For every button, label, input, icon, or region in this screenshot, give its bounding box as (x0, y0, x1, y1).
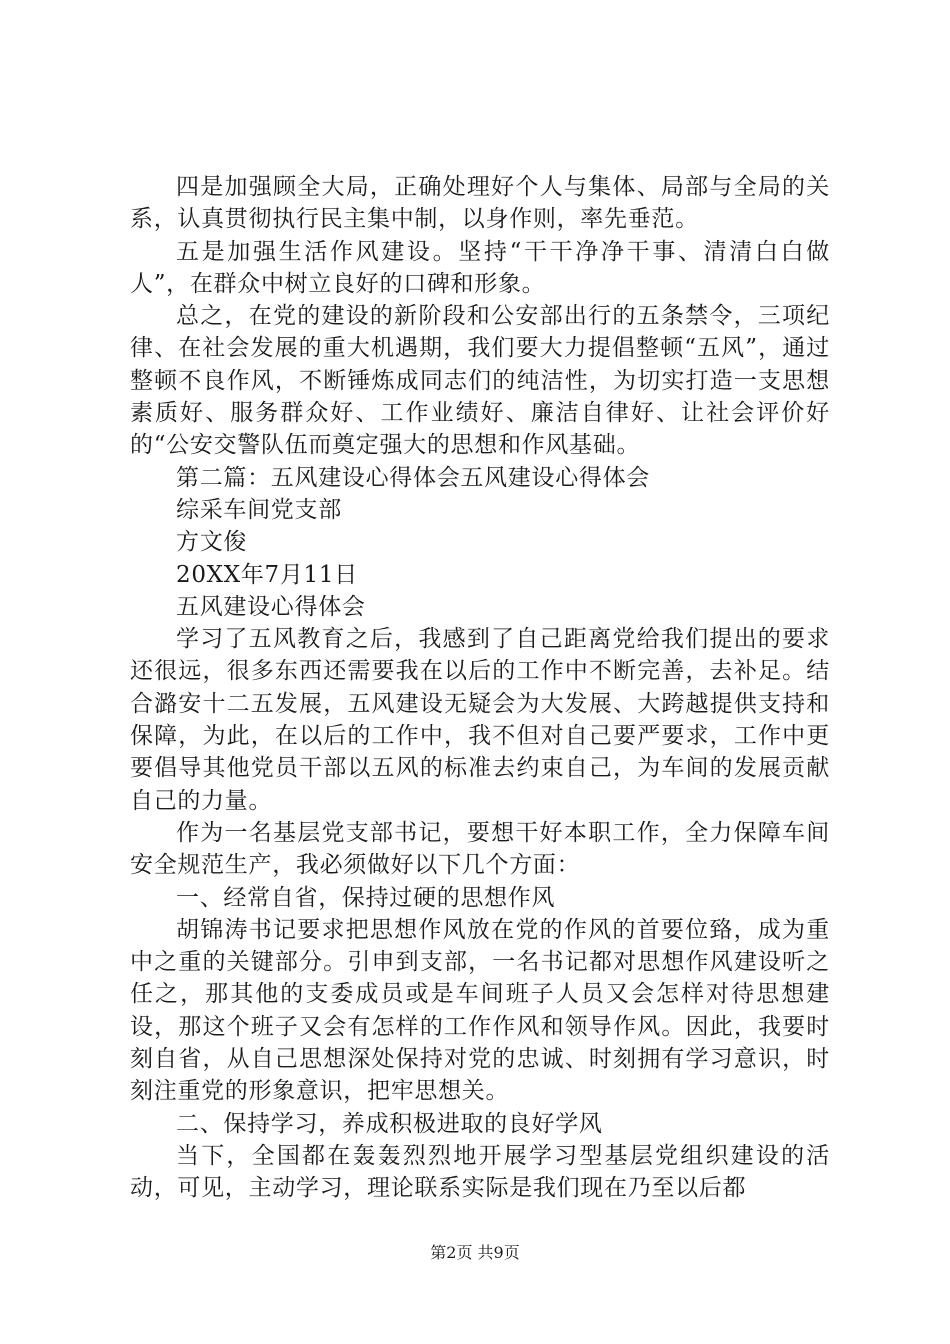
article-title: 五风建设心得体会 (176, 593, 366, 620)
document-date: 20XX年7月11日 (176, 561, 358, 588)
paragraph: 学习了五风教育之后，我感到了自己距离党给我们提出的要求还很远，很多东西还需要我在以后的工作中不断完善，去补足。结合潞安十二五发展，五风建设无疑会为大发展、大跨越提供支持和保障，为此，在以后的工作中，我不但对自己要严要求，工作中更要倡导其他党员干部以五风的标准去约束自己，为车间的发展贡献自己的力量。 (130, 626, 830, 814)
paragraph: 胡锦涛书记要求把思想作风放在党的作风的首要位臵，成为重中之重的关键部分。引申到支部，一名书记都对思想作风建设听之任之，那其他的支委成员或是车间班子人员又会怎样对待思想建设，那这个班子又会有怎样的工作作风和领导作风。因此，我要时刻自省，从自己思想深处保持对党的忠诚、时刻拥有学习意识，时刻注重党的形象意识，把牢思想关。 (130, 916, 830, 1105)
paragraph: 四是加强顾全大局，正确处理好个人与集体、局部与全局的关系，认真贯彻执行民主集中制，以身作则，率先垂范。 (130, 174, 830, 233)
subheading: 一、经常自省，保持过硬的思想作风 (176, 884, 556, 911)
subheading: 二、保持学习，养成积极进取的良好学风 (176, 1110, 603, 1137)
paragraph: 五是加强生活作风建设。坚持“干干净净干事、清清白白做人”，在群众中树立良好的口碑和形象。 (130, 238, 830, 297)
paragraph: 总之，在党的建设的新阶段和公安部出行的五条禁令，三项纪律、在社会发展的重大机遇期，我们要大力提倡整顿“五风”，通过整顿不良作风，不断锤炼成同志们的纯洁性，为切实打造一支思想素质好、服务群众好、工作业绩好、廉洁自律好、让社会评价好的“公安交警队伍而奠定强大的思想和作风基础。 (130, 303, 830, 459)
author-name: 方文俊 (176, 529, 248, 556)
document-body (130, 171, 830, 1205)
section-heading: 第二篇：五风建设心得体会五风建设心得体会 (176, 464, 650, 491)
paragraph: 当下，全国都在轰轰烈烈地开展学习型基层党组织建设的活动，可见，主动学习，理论联系实际是我们现在乃至以后都 (130, 1142, 830, 1202)
author-unit: 综采车间党支部 (176, 496, 342, 523)
paragraph: 作为一名基层党支部书记，要想干好本职工作，全力保障车间安全规范生产，我必须做好以下几个方面： (130, 819, 830, 879)
page-footer: 第2页 共9页 (430, 1243, 520, 1262)
